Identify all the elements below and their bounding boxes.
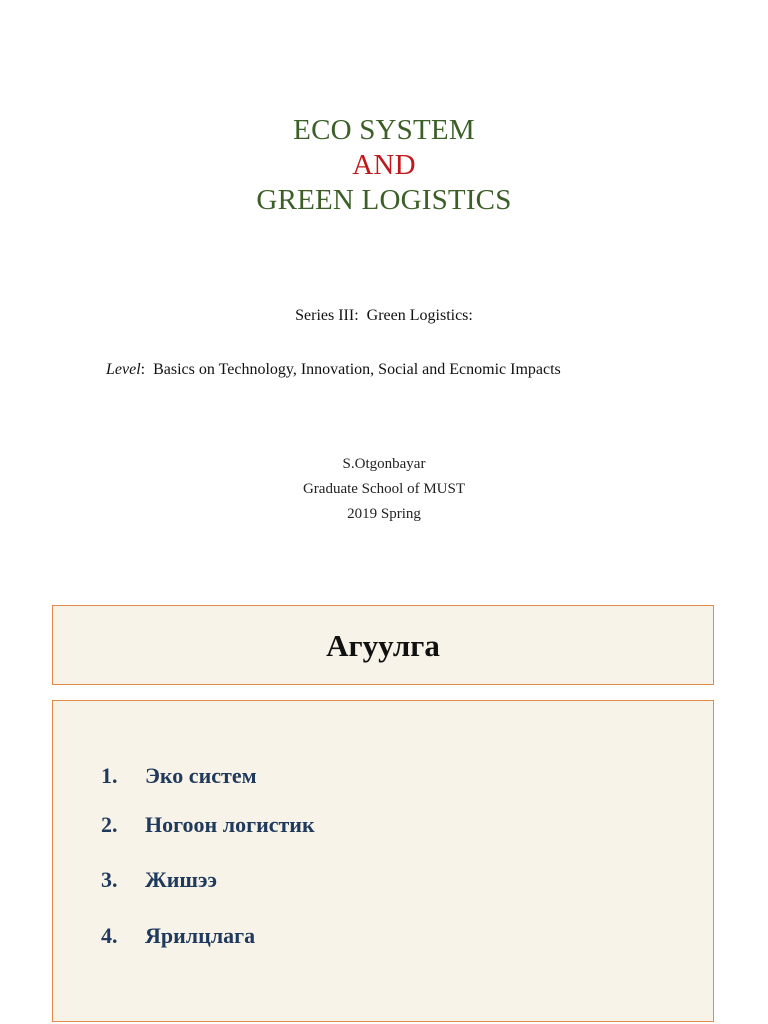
level-line [106,361,561,379]
list-item-number: 4. [101,923,118,948]
list-item [101,867,217,893]
list-item [101,923,255,949]
series-subtitle: Series III: Green Logistics: [295,307,473,324]
school-name: Graduate School of MUST [302,481,466,497]
contents-list-box [52,700,714,1022]
list-item-label: Ногоон логистик [145,812,315,837]
list-item-label: Эко систем [145,763,257,788]
author-block [0,452,768,527]
list-item [101,812,315,838]
level-text: : Basics on Technology, Innovation, Social and Ecnomic Impacts [140,361,561,378]
title-line-and: AND [352,149,416,181]
list-item-label: Жишээ [145,867,218,892]
list-item [101,763,257,789]
list-item-label: Ярилцлага [145,923,256,948]
contents-heading: Агуулга [326,628,440,663]
author-name: S.Otgonbayar [342,456,426,472]
title-line-eco-system: ECO SYSTEM [293,114,475,146]
term: 2019 Spring [347,506,421,522]
level-label: Level [106,361,141,378]
title-line-green-logistics: GREEN LOGISTICS [256,184,512,216]
contents-heading-box [52,605,714,685]
list-item-number: 2. [101,812,118,837]
list-item-number: 1. [101,763,118,788]
list-item-number: 3. [101,867,118,892]
